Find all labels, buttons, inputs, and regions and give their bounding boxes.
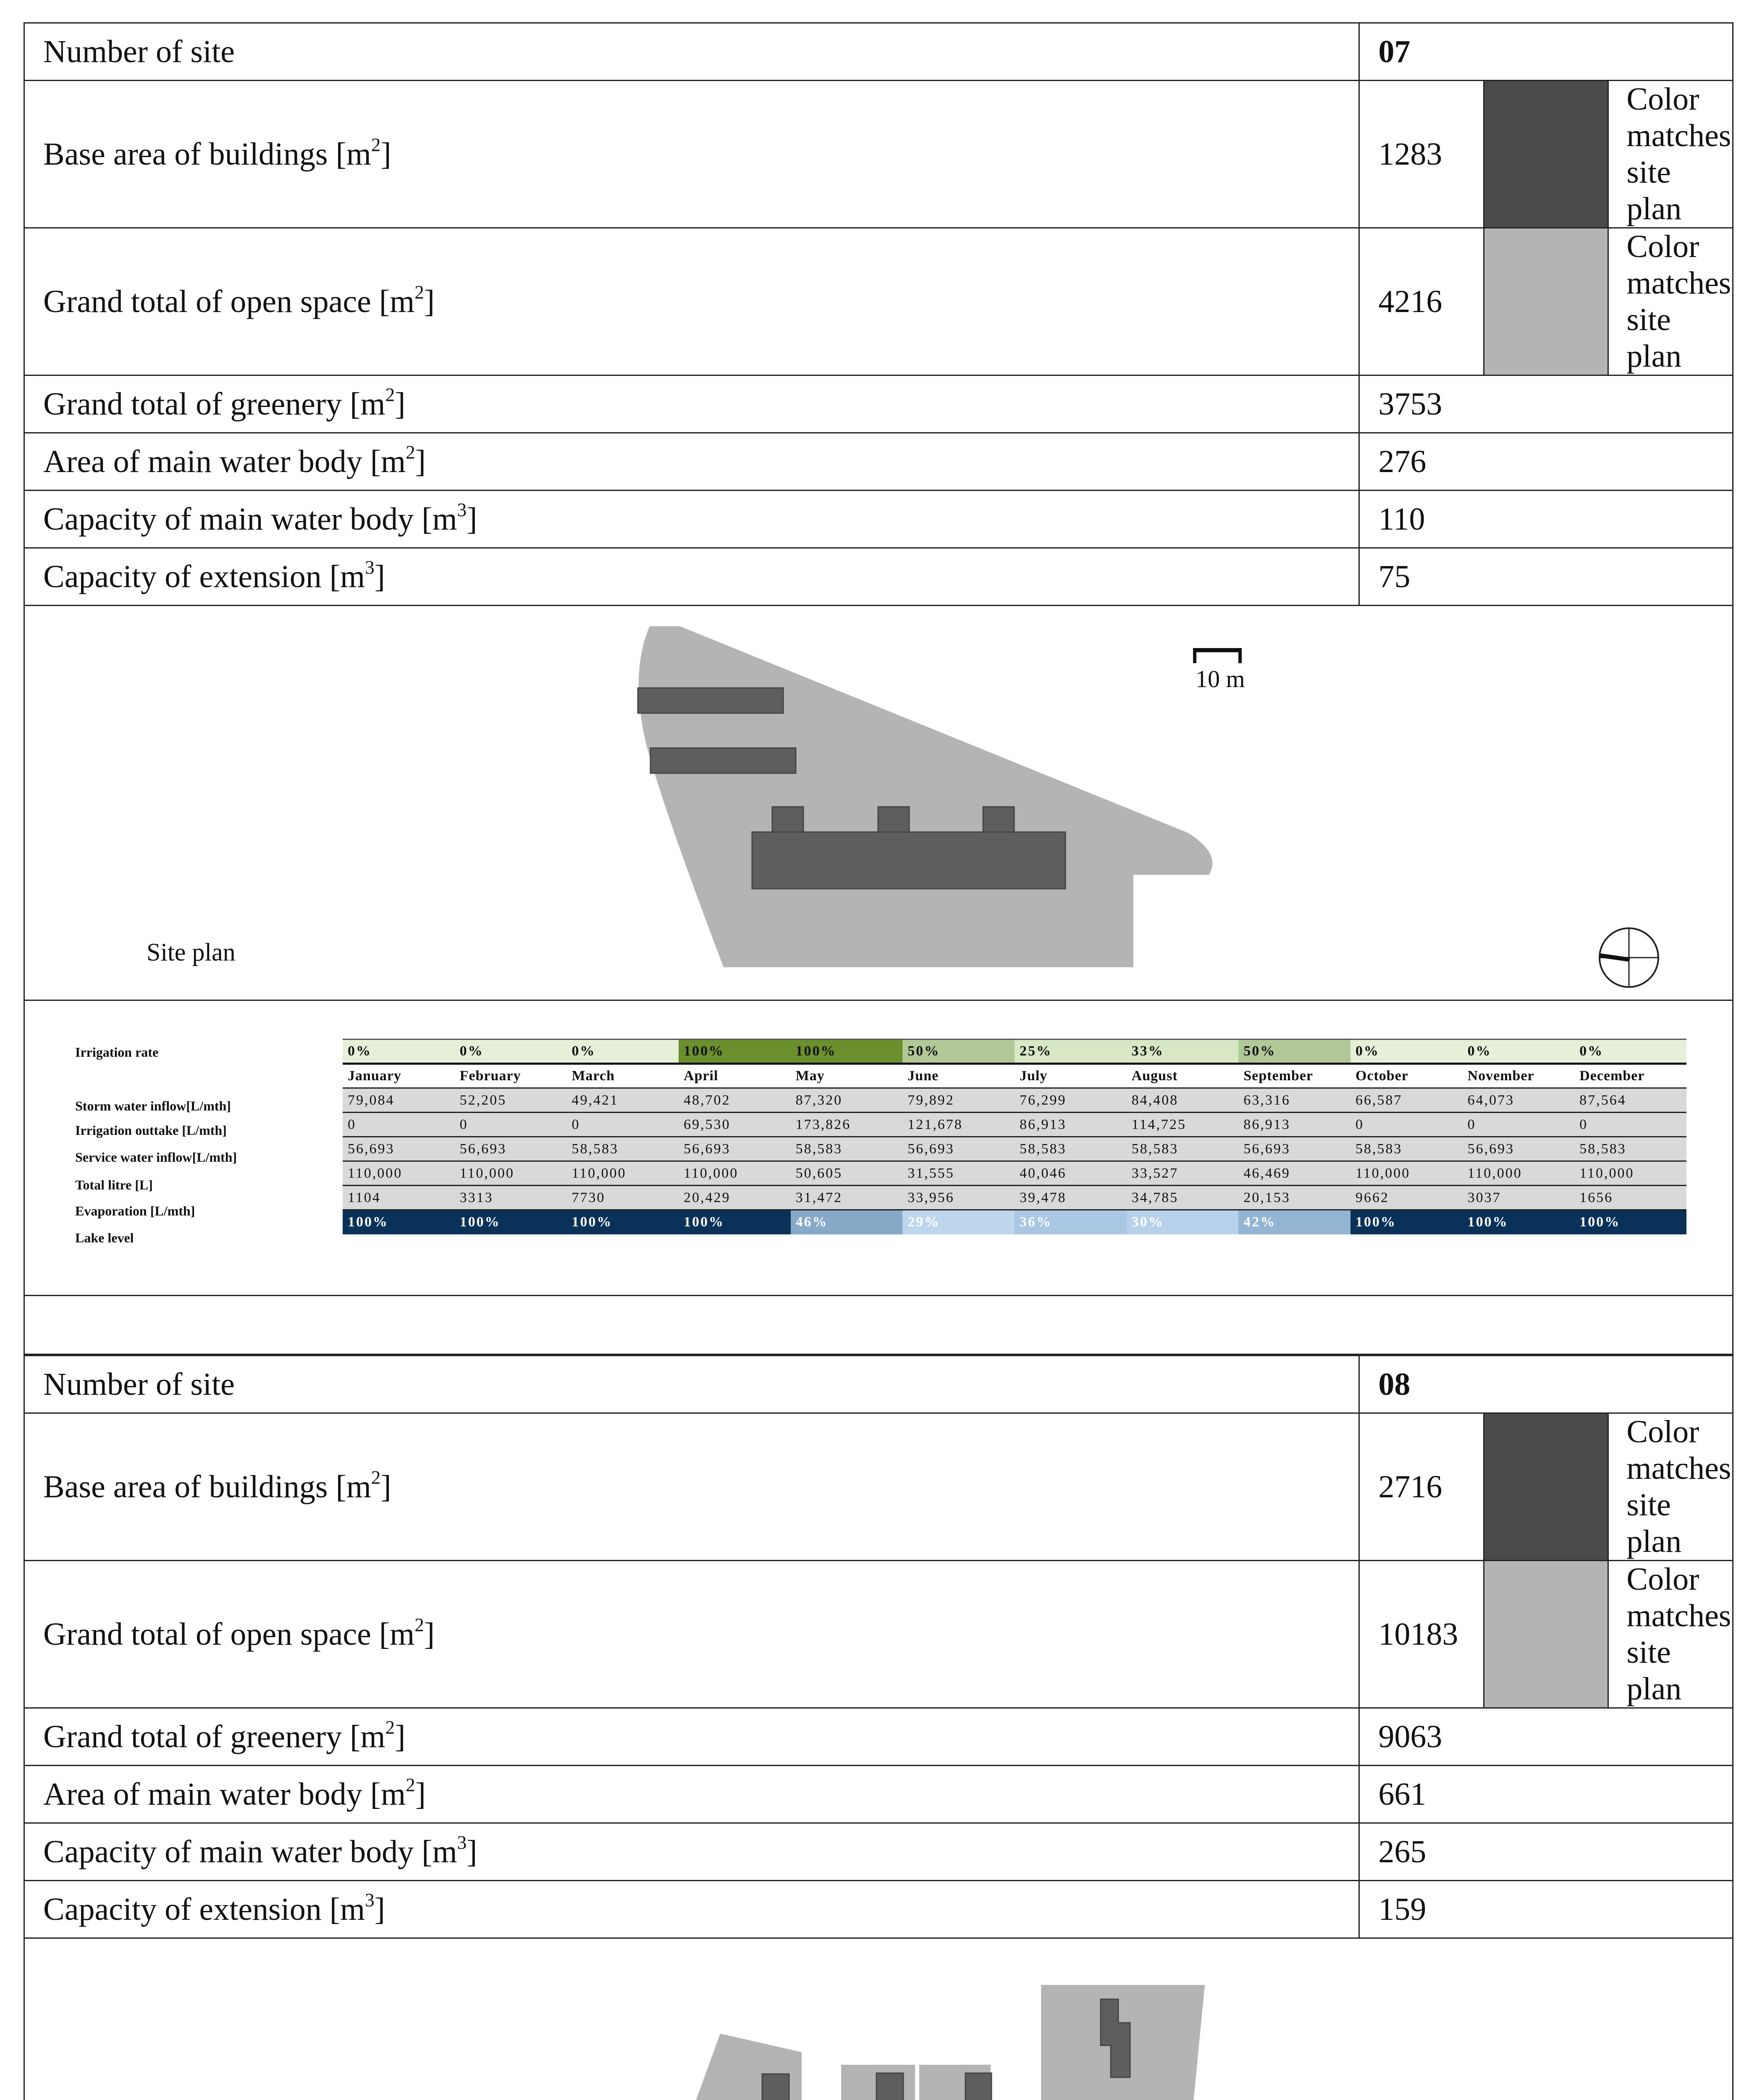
building: [752, 832, 1065, 889]
site-number: 08: [1359, 1356, 1733, 1413]
open-space-area: [639, 626, 1212, 967]
info-label: Area of main water body $[m^2]$: [24, 433, 1359, 491]
irrigation-rate-cell: 50%: [1238, 1040, 1351, 1064]
document-sheet: [24, 22, 1733, 2100]
info-value: 2716: [1359, 1413, 1484, 1561]
scale-bar: [1193, 648, 1242, 652]
info-row: [24, 1766, 1733, 1823]
total-litre-cell: 110,000: [1463, 1161, 1575, 1186]
month-header-cell: August: [1127, 1064, 1239, 1088]
service-inflow-cell: 58,583: [791, 1137, 903, 1161]
building: [772, 807, 803, 832]
monthly-row-irrigation: [343, 1040, 1686, 1064]
evaporation-cell: 3037: [1463, 1186, 1575, 1210]
storm-inflow-cell: 49,421: [566, 1088, 679, 1113]
irrigation-rate-cell: 50%: [902, 1040, 1015, 1064]
building: [650, 748, 796, 773]
service-inflow-cell: 58,583: [566, 1137, 679, 1161]
monthly-row-outtake: [343, 1113, 1686, 1137]
service-inflow-cell: 58,583: [1351, 1137, 1463, 1161]
info-label: Base area of buildings $[m^2]$: [24, 1413, 1359, 1561]
info-row: [24, 81, 1733, 228]
month-header-cell: April: [679, 1064, 791, 1088]
info-row: [24, 1561, 1733, 1708]
storm-inflow-cell: 66,587: [1351, 1088, 1463, 1113]
lake-level-cell: 100%: [343, 1210, 455, 1234]
storm-inflow-cell: 79,892: [902, 1088, 1015, 1113]
site-plan-label: Site plan: [147, 938, 236, 966]
info-value: 1283: [1359, 81, 1484, 228]
row-label: Total litre [L]: [75, 1177, 153, 1192]
monthly-row-evaporation: [343, 1186, 1686, 1210]
info-value: 661: [1359, 1766, 1733, 1823]
service-inflow-cell: 58,583: [1015, 1137, 1127, 1161]
irrigation-rate-cell: 25%: [1015, 1040, 1127, 1064]
irrigation-outtake-cell: 0: [566, 1113, 679, 1137]
lake-level-cell: 100%: [1463, 1210, 1575, 1234]
storm-inflow-cell: 87,564: [1574, 1088, 1686, 1113]
site-07-plan-panel: [24, 606, 1733, 1001]
storm-inflow-cell: 63,316: [1238, 1088, 1351, 1113]
building: [983, 807, 1014, 832]
month-header-cell: October: [1351, 1064, 1463, 1088]
evaporation-cell: 1104: [343, 1186, 455, 1210]
total-litre-cell: 110,000: [679, 1161, 791, 1186]
storm-inflow-cell: 76,299: [1015, 1088, 1127, 1113]
info-row: [24, 23, 1733, 81]
building: [965, 2073, 991, 2100]
info-value: 9063: [1359, 1708, 1733, 1766]
irrigation-outtake-cell: 86,913: [1238, 1113, 1351, 1137]
info-value: 159: [1359, 1881, 1733, 1938]
evaporation-cell: 9662: [1351, 1186, 1463, 1210]
info-row: [24, 433, 1733, 491]
row-label: Irrigation outtake [L/mth]: [75, 1123, 227, 1138]
irrigation-outtake-cell: 0: [1351, 1113, 1463, 1137]
lake-level-cell: 100%: [1351, 1210, 1463, 1234]
info-value: 10183: [1359, 1561, 1484, 1708]
evaporation-cell: 20,429: [679, 1186, 791, 1210]
info-label: Number of site: [24, 1356, 1359, 1413]
month-header-cell: September: [1238, 1064, 1351, 1088]
info-label: Number of site: [24, 23, 1359, 81]
service-inflow-cell: 56,693: [1238, 1137, 1351, 1161]
total-litre-cell: 33,527: [1127, 1161, 1239, 1186]
total-litre-cell: 31,555: [902, 1161, 1015, 1186]
monthly-row-storm: [343, 1088, 1686, 1113]
month-header-cell: March: [566, 1064, 679, 1088]
info-row: [24, 375, 1733, 433]
month-header-cell: November: [1463, 1064, 1575, 1088]
irrigation-rate-cell: 33%: [1127, 1040, 1239, 1064]
scale-bar: [1193, 648, 1196, 663]
evaporation-cell: 33,956: [902, 1186, 1015, 1210]
evaporation-cell: 39,478: [1015, 1186, 1127, 1210]
building: [762, 2074, 789, 2100]
lake-level-cell: 29%: [902, 1210, 1015, 1234]
total-litre-cell: 110,000: [455, 1161, 567, 1186]
total-litre-cell: 110,000: [1351, 1161, 1463, 1186]
month-header-cell: December: [1574, 1064, 1686, 1088]
info-row: [24, 1708, 1733, 1766]
evaporation-cell: 7730: [566, 1186, 679, 1210]
storm-inflow-cell: 84,408: [1127, 1088, 1239, 1113]
info-row: [24, 1356, 1733, 1413]
info-row: [24, 548, 1733, 606]
info-value: 276: [1359, 433, 1733, 491]
monthly-row-total: [343, 1161, 1686, 1186]
site-08-plan-panel: [24, 1939, 1733, 2100]
info-label: Grand total of greenery $[m^2]$: [24, 375, 1359, 433]
info-row: [24, 1881, 1733, 1938]
info-label: Capacity of extension $[m^3]$: [24, 548, 1359, 606]
row-label: Lake level: [75, 1230, 134, 1245]
row-label: Irrigation rate: [75, 1045, 159, 1060]
service-inflow-cell: 58,583: [1127, 1137, 1239, 1161]
irrigation-rate-cell: 0%: [455, 1040, 567, 1064]
info-value: 110: [1359, 491, 1733, 548]
evaporation-cell: 20,153: [1238, 1186, 1351, 1210]
building-color-swatch: [1484, 1413, 1608, 1561]
evaporation-cell: 31,472: [791, 1186, 903, 1210]
info-label: Grand total of greenery $[m^2]$: [24, 1708, 1359, 1766]
building: [638, 688, 783, 713]
row-label: Storm water inflow[L/mth]: [75, 1098, 231, 1113]
row-label: Service water inflow[L/mth]: [75, 1150, 237, 1165]
month-header-cell: February: [455, 1064, 567, 1088]
irrigation-outtake-cell: 0: [343, 1113, 455, 1137]
lake-level-cell: 46%: [791, 1210, 903, 1234]
irrigation-outtake-cell: 114,725: [1127, 1113, 1239, 1137]
storm-inflow-cell: 79,084: [343, 1088, 455, 1113]
info-row: [24, 491, 1733, 548]
total-litre-cell: 110,000: [343, 1161, 455, 1186]
lake-level-cell: 42%: [1238, 1210, 1351, 1234]
evaporation-cell: 34,785: [1127, 1186, 1239, 1210]
irrigation-rate-cell: 0%: [1574, 1040, 1686, 1064]
info-value: 3753: [1359, 375, 1733, 433]
info-label: Capacity of main water body $[m^3]$: [24, 1823, 1359, 1881]
lake-level-cell: 36%: [1015, 1210, 1127, 1234]
info-row: [24, 1413, 1733, 1561]
info-value: 265: [1359, 1823, 1733, 1881]
irrigation-outtake-cell: 0: [1463, 1113, 1575, 1137]
service-inflow-cell: 56,693: [1463, 1137, 1575, 1161]
site-07-monthly-table: [24, 1001, 1733, 1296]
section-spacer: [24, 1296, 1733, 1355]
info-label: Grand total of open space $[m^2]$: [24, 228, 1359, 375]
open-space-color-swatch: [1484, 228, 1608, 375]
irrigation-rate-cell: 0%: [1351, 1040, 1463, 1064]
evaporation-cell: 1656: [1574, 1186, 1686, 1210]
color-note: Color matches site plan: [1608, 81, 1733, 228]
site-08-info-table: [24, 1355, 1733, 1939]
total-litre-cell: 110,000: [566, 1161, 679, 1186]
irrigation-rate-cell: 0%: [1463, 1040, 1575, 1064]
lake-level-cell: 100%: [566, 1210, 679, 1234]
evaporation-cell: 3313: [455, 1186, 567, 1210]
service-inflow-cell: 56,693: [455, 1137, 567, 1161]
total-litre-cell: 50,605: [791, 1161, 903, 1186]
irrigation-outtake-cell: 173,826: [791, 1113, 903, 1137]
irrigation-outtake-cell: 69,530: [679, 1113, 791, 1137]
service-inflow-cell: 56,693: [679, 1137, 791, 1161]
info-row: [24, 228, 1733, 375]
storm-inflow-cell: 48,702: [679, 1088, 791, 1113]
lake-level-cell: 100%: [679, 1210, 791, 1234]
irrigation-outtake-cell: 0: [455, 1113, 567, 1137]
info-label: Base area of buildings $[m^2]$: [24, 81, 1359, 228]
row-label: Evaporation [L/mth]: [75, 1203, 195, 1218]
monthly-row-months: [343, 1064, 1686, 1088]
info-label: Area of main water body $[m^2]$: [24, 1766, 1359, 1823]
storm-inflow-cell: 87,320: [791, 1088, 903, 1113]
color-note: Color matches site plan: [1608, 1561, 1733, 1708]
scale-bar: [1238, 648, 1242, 663]
open-space-color-swatch: [1484, 1561, 1608, 1708]
site-08-plan-drawing: [25, 1939, 1735, 2100]
irrigation-outtake-cell: 0: [1574, 1113, 1686, 1137]
irrigation-rate-cell: 100%: [791, 1040, 903, 1064]
info-label: Capacity of main water body $[m^3]$: [24, 491, 1359, 548]
building-color-swatch: [1484, 81, 1608, 228]
irrigation-rate-cell: 0%: [343, 1040, 455, 1064]
monthly-row-service: [343, 1137, 1686, 1161]
irrigation-rate-cell: 100%: [679, 1040, 791, 1064]
scale-label: 10 m: [1196, 665, 1245, 693]
site-07-plan-drawing: [25, 606, 1735, 1001]
storm-inflow-cell: 64,073: [1463, 1088, 1575, 1113]
monthly-row-lake: [343, 1210, 1686, 1234]
storm-inflow-cell: 52,205: [455, 1088, 567, 1113]
service-inflow-cell: 56,693: [902, 1137, 1015, 1161]
total-litre-cell: 40,046: [1015, 1161, 1127, 1186]
monthly-grid: [343, 1039, 1686, 1234]
north-arrow-icon: [1600, 928, 1658, 987]
building: [878, 807, 909, 832]
service-inflow-cell: 56,693: [343, 1137, 455, 1161]
color-note: Color matches site plan: [1608, 228, 1733, 375]
irrigation-rate-cell: 0%: [566, 1040, 679, 1064]
total-litre-cell: 46,469: [1238, 1161, 1351, 1186]
month-header-cell: January: [343, 1064, 455, 1088]
info-value: 4216: [1359, 228, 1484, 375]
irrigation-outtake-cell: 121,678: [902, 1113, 1015, 1137]
info-value: 75: [1359, 548, 1733, 606]
irrigation-outtake-cell: 86,913: [1015, 1113, 1127, 1137]
month-header-cell: July: [1015, 1064, 1127, 1088]
info-label: Capacity of extension $[m^3]$: [24, 1881, 1359, 1938]
service-inflow-cell: 58,583: [1574, 1137, 1686, 1161]
lake-level-cell: 100%: [455, 1210, 567, 1234]
color-note: Color matches site plan: [1608, 1413, 1733, 1561]
info-label: Grand total of open space $[m^2]$: [24, 1561, 1359, 1708]
site-number: 07: [1359, 23, 1733, 81]
lake-level-cell: 30%: [1127, 1210, 1239, 1234]
total-litre-cell: 110,000: [1574, 1161, 1686, 1186]
site-07-info-table: [24, 22, 1733, 606]
month-header-cell: May: [791, 1064, 903, 1088]
info-row: [24, 1823, 1733, 1881]
lake-level-cell: 100%: [1574, 1210, 1686, 1234]
month-header-cell: June: [902, 1064, 1015, 1088]
building: [876, 2073, 903, 2100]
